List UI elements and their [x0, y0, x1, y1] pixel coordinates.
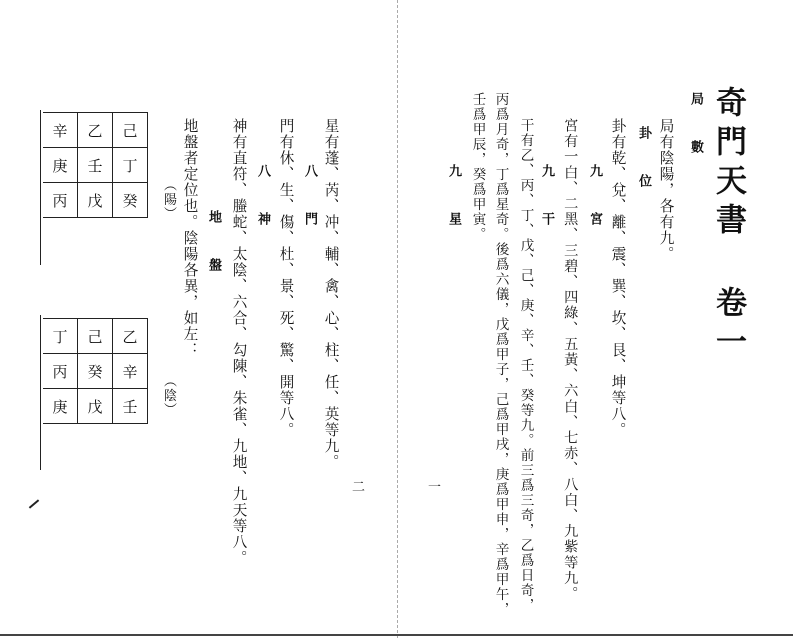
- yang-cell: 丙: [43, 183, 78, 218]
- yin-cell: 癸: [78, 354, 113, 389]
- line-jiu-xing: 星有蓬、芮、冲、輔、禽、心、柱、任、英等九。: [322, 118, 340, 470]
- yang-cell: 庚: [43, 148, 78, 183]
- heading-gua-wei: 卦 位: [636, 126, 651, 197]
- yang-cell: 癸: [113, 183, 148, 218]
- scan-mark: [29, 499, 39, 508]
- page-bottom-edge: [0, 634, 793, 636]
- line-jiu-gan-3: 壬爲甲辰，癸爲甲寅。: [469, 92, 486, 242]
- heading-ju-shu: 局 數: [688, 92, 703, 163]
- heading-jiu-xing: 九 星: [446, 164, 461, 235]
- yang-cell: 辛: [43, 113, 78, 148]
- yang-label: （陽）: [161, 178, 176, 222]
- line-gua-wei: 卦有乾、兌、離、震、巽、坎、艮、坤等八。: [609, 118, 627, 438]
- heading-jiu-gan: 九 干: [539, 164, 554, 235]
- yang-cell: 乙: [78, 113, 113, 148]
- yin-grid-edge: [40, 315, 41, 470]
- yin-grid: [43, 318, 148, 424]
- line-jiu-gan-1: 干有乙、丙、丁、戊、己、庚、辛、壬、癸等九。前三爲三奇，乙爲日奇，: [517, 118, 534, 613]
- line-ba-men: 門有休、生、傷、杜、景、死、驚、開等八。: [277, 118, 295, 438]
- yin-cell: 乙: [113, 319, 148, 354]
- line-di-pan: 地盤者定位也。陰陽各異，如左：: [181, 118, 199, 358]
- line-jiu-gan-2: 丙爲月奇，丁爲星奇。後爲六儀，戊爲甲子，己爲甲戌，庚爲甲申，辛爲甲午，: [492, 92, 509, 617]
- heading-di-pan: 地 盤: [206, 210, 221, 281]
- page-number-left: 二: [352, 480, 366, 495]
- yin-cell: 壬: [113, 389, 148, 424]
- page-fold: [397, 0, 399, 638]
- yin-cell: 辛: [113, 354, 148, 389]
- yang-cell: 己: [113, 113, 148, 148]
- heading-jiu-gong: 九 宮: [587, 164, 602, 235]
- line-jiu-gong: 宮有一白、二黑、三碧、四綠、五黃、六白、七赤、八白、九紫等九。: [562, 118, 579, 602]
- yin-cell: 庚: [43, 389, 78, 424]
- yin-label: （陰）: [161, 374, 176, 418]
- page-number-right: 一: [428, 480, 442, 495]
- heading-ba-men: 八 門: [302, 164, 317, 235]
- yin-cell: 戊: [78, 389, 113, 424]
- yang-grid: [43, 112, 148, 218]
- line-ba-shen: 神有直符、螣蛇、太陰、六合、勾陳、朱雀、九地、九天等八。: [230, 118, 248, 566]
- yang-cell: 丁: [113, 148, 148, 183]
- line-ju-shu: 局有陰陽，各有九。: [657, 118, 675, 262]
- yin-cell: 丁: [43, 319, 78, 354]
- yin-cell: 己: [78, 319, 113, 354]
- book-title: 奇門天書 卷一: [710, 86, 746, 364]
- yang-cell: 壬: [78, 148, 113, 183]
- heading-ba-shen: 八 神: [255, 164, 270, 235]
- yang-cell: 戊: [78, 183, 113, 218]
- yang-grid-edge: [40, 110, 41, 265]
- yin-cell: 丙: [43, 354, 78, 389]
